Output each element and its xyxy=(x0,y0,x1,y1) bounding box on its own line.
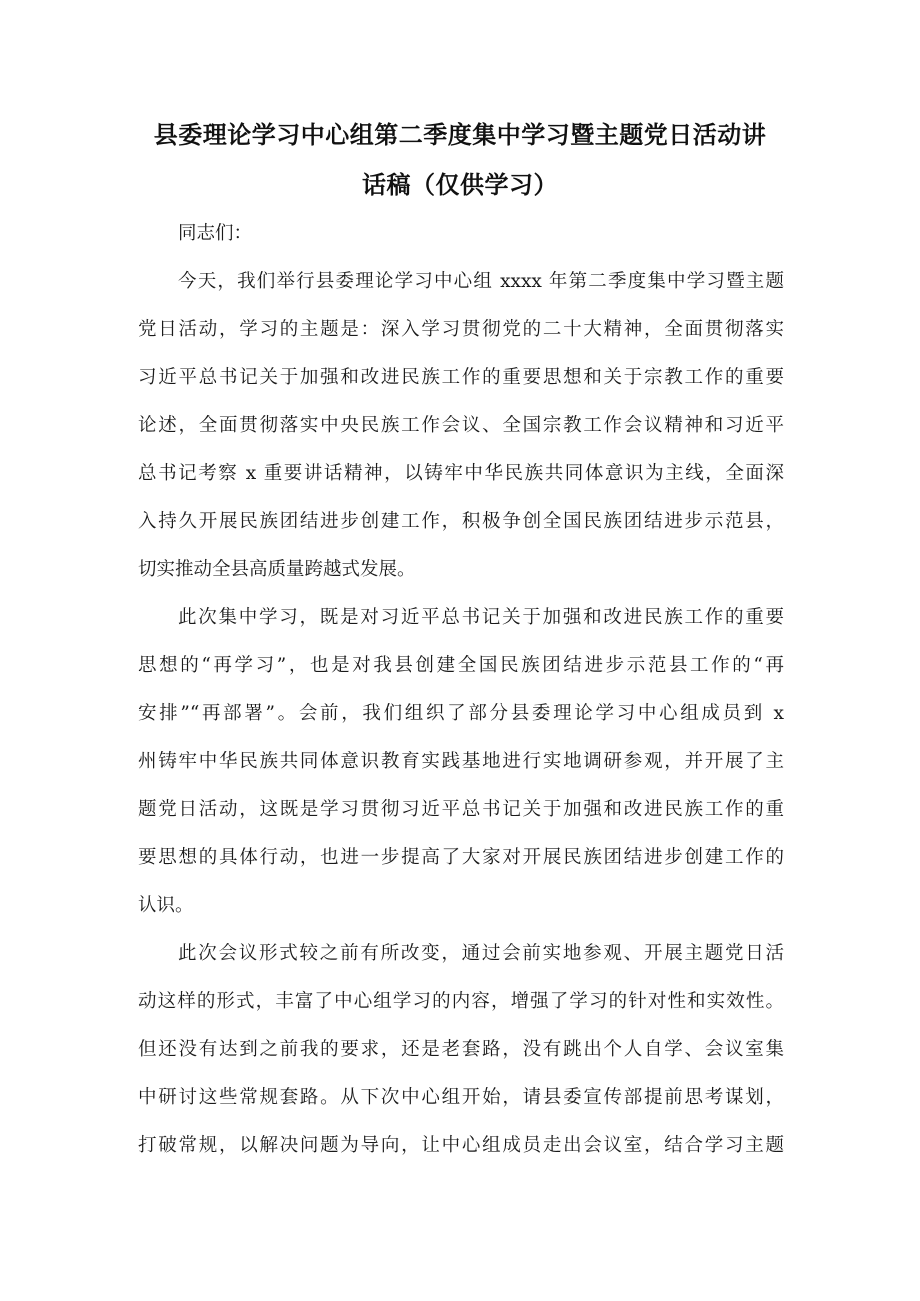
paragraph-2-line: 安排”“再部署”。会前，我们组织了部分县委理论学习中心组成员到 x xyxy=(138,703,784,724)
document-title-line-1: 县委理论学习中心组第二季度集中学习暨主题党日活动讲 xyxy=(153,121,767,149)
paragraph-3-line: 此次会议形式较之前有所改变，通过会前实地参观、开展主题党日活 xyxy=(178,943,784,964)
paragraph-1-line: 切实推动全县高质量跨越式发展。 xyxy=(138,559,416,580)
paragraph-2-line: 认识。 xyxy=(138,895,194,916)
paragraph-3-line: 动这样的形式，丰富了中心组学习的内容，增强了学习的针对性和实效性。 xyxy=(138,991,784,1012)
paragraph-3-line: 但还没有达到之前我的要求，还是老套路，没有跳出个人自学、会议室集 xyxy=(138,1039,784,1060)
salutation: 同志们： xyxy=(178,223,253,244)
document-title-line-2: 话稿（仅供学习） xyxy=(362,171,558,199)
paragraph-1-line: 论述，全面贯彻落实中央民族工作会议、全国宗教工作会议精神和习近平 xyxy=(138,415,784,436)
paragraph-1-line: 今天，我们举行县委理论学习中心组 xxxx 年第二季度集中学习暨主题 xyxy=(178,271,784,292)
paragraph-2-line: 此次集中学习，既是对习近平总书记关于加强和改进民族工作的重要 xyxy=(178,607,784,628)
paragraph-2-line: 要思想的具体行动，也进一步提高了大家对开展民族团结进步创建工作的 xyxy=(138,847,784,868)
paragraph-3-line: 中研讨这些常规套路。从下次中心组开始，请县委宣传部提前思考谋划， xyxy=(138,1087,784,1108)
paragraph-1-line: 入持久开展民族团结进步创建工作，积极争创全国民族团结进步示范县， xyxy=(138,511,784,532)
paragraph-1-line: 习近平总书记关于加强和改进民族工作的重要思想和关于宗教工作的重要 xyxy=(138,367,784,388)
paragraph-2-line: 题党日活动，这既是学习贯彻习近平总书记关于加强和改进民族工作的重 xyxy=(138,799,784,820)
paragraph-1-line: 总书记考察 x 重要讲话精神，以铸牢中华民族共同体意识为主线，全面深 xyxy=(138,463,784,484)
paragraph-2-line: 思想的“再学习”，也是对我县创建全国民族团结进步示范县工作的“再 xyxy=(138,655,784,676)
paragraph-3-line: 打破常规，以解决问题为导向，让中心组成员走出会议室，结合学习主题 xyxy=(138,1135,784,1156)
paragraph-2-line: 州铸牢中华民族共同体意识教育实践基地进行实地调研参观，并开展了主 xyxy=(138,751,784,772)
paragraph-1-line: 党日活动，学习的主题是：深入学习贯彻党的二十大精神，全面贯彻落实 xyxy=(138,319,784,340)
